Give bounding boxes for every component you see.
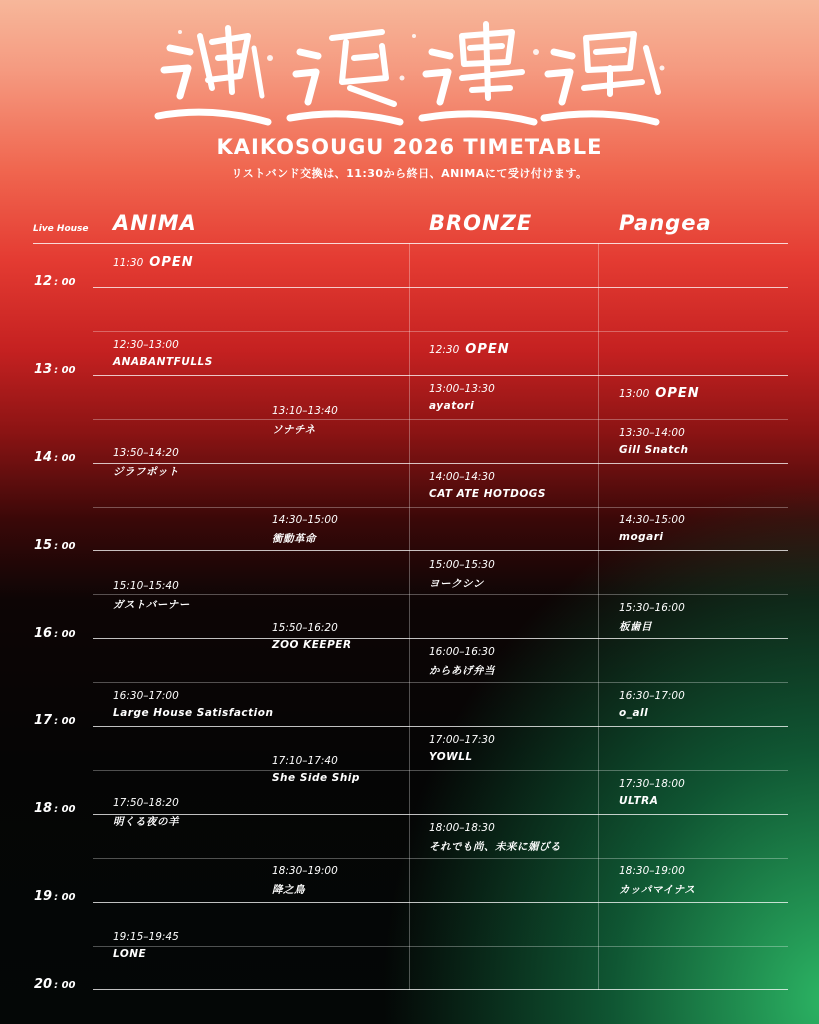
slot-anima: 19:15–19:45 LONE: [113, 931, 179, 960]
page-title: KAIKOSOUGU 2026 TIMETABLE: [216, 135, 603, 159]
slot-anima: 16:30–17:00 Large House Satisfaction: [113, 690, 274, 719]
hour-label: 17 : 00: [34, 713, 76, 728]
slot-anima: 12:30–13:00 ANABANTFULLS: [113, 339, 213, 368]
page-subtitle: リストバンド交換は、11:30から終日、ANIMAにて受け付けます。: [231, 167, 588, 180]
hour-label: 20 : 00: [34, 977, 76, 992]
column-divider: [409, 243, 410, 990]
half-hour-gridline: [93, 331, 788, 332]
venue-anima: ANIMA: [113, 211, 197, 235]
column-divider: [598, 243, 599, 990]
half-hour-gridline: [93, 946, 788, 947]
hour-label: 14 : 00: [34, 450, 76, 465]
slot-bronze: 16:00–16:30 からあげ弁当: [429, 646, 495, 677]
slot-anima: 15:50–16:20 ZOO KEEPER: [272, 622, 352, 651]
hour-label: 18 : 00: [34, 801, 76, 816]
kaikosougu-logo: [150, 18, 670, 130]
half-hour-gridline: [93, 682, 788, 683]
slot-pangea: 16:30–17:00 o_all: [619, 690, 685, 719]
hour-label: 19 : 00: [34, 889, 76, 904]
slot-anima: 17:10–17:40 She Side Ship: [272, 755, 360, 784]
hour-gridline: [93, 638, 788, 639]
hour-gridline: [93, 550, 788, 551]
open-pangea: 13:00 OPEN: [619, 386, 700, 401]
hour-label: 16 : 00: [34, 626, 76, 641]
slot-pangea: 15:30–16:00 板歯目: [619, 602, 685, 633]
half-hour-gridline: [93, 594, 788, 595]
venue-pangea: Pangea: [619, 211, 712, 235]
slot-anima: 18:30–19:00 降之鳥: [272, 865, 338, 896]
slot-pangea: 13:30–14:00 Gill Snatch: [619, 427, 689, 456]
slot-pangea: 17:30–18:00 ULTRA: [619, 778, 685, 807]
slot-pangea: 18:30–19:00 カッパマイナス: [619, 865, 696, 896]
open-anima: 11:30 OPEN: [113, 255, 194, 270]
slot-anima: 17:50–18:20 明くる夜の羊: [113, 797, 179, 828]
slot-anima: 15:10–15:40 ガストバーナー: [113, 580, 190, 611]
hour-label: 13 : 00: [34, 362, 76, 377]
hour-gridline: [93, 463, 788, 464]
half-hour-gridline: [93, 507, 788, 508]
slot-bronze: 17:00–17:30 YOWLL: [429, 734, 495, 763]
hour-gridline: [93, 726, 788, 727]
hour-gridline: [93, 814, 788, 815]
hour-gridline: [93, 989, 788, 990]
slot-bronze: 13:00–13:30 ayatori: [429, 383, 495, 412]
venue-bronze: BRONZE: [429, 211, 533, 235]
open-bronze: 12:30 OPEN: [429, 342, 510, 357]
hour-gridline: [93, 287, 788, 288]
live-house-label: Live House: [33, 224, 89, 234]
hour-gridline: [93, 375, 788, 376]
slot-anima: 13:50–14:20 ジラフポット: [113, 447, 179, 478]
hour-gridline: [93, 902, 788, 903]
half-hour-gridline: [93, 858, 788, 859]
slot-bronze: 18:00–18:30 それでも尚、未来に媚びる: [429, 822, 561, 853]
slot-anima: 13:10–13:40 ソナチネ: [272, 405, 338, 436]
slot-pangea: 14:30–15:00 mogari: [619, 514, 685, 543]
hour-label: 12 : 00: [34, 274, 76, 289]
slot-bronze: 14:00–14:30 CAT ATE HOTDOGS: [429, 471, 546, 500]
hour-label: 15 : 00: [34, 538, 76, 553]
slot-bronze: 15:00–15:30 ヨークシン: [429, 559, 495, 590]
half-hour-gridline: [93, 419, 788, 420]
half-hour-gridline: [93, 770, 788, 771]
header-divider: [33, 243, 788, 244]
slot-anima: 14:30–15:00 衝動革命: [272, 514, 338, 545]
